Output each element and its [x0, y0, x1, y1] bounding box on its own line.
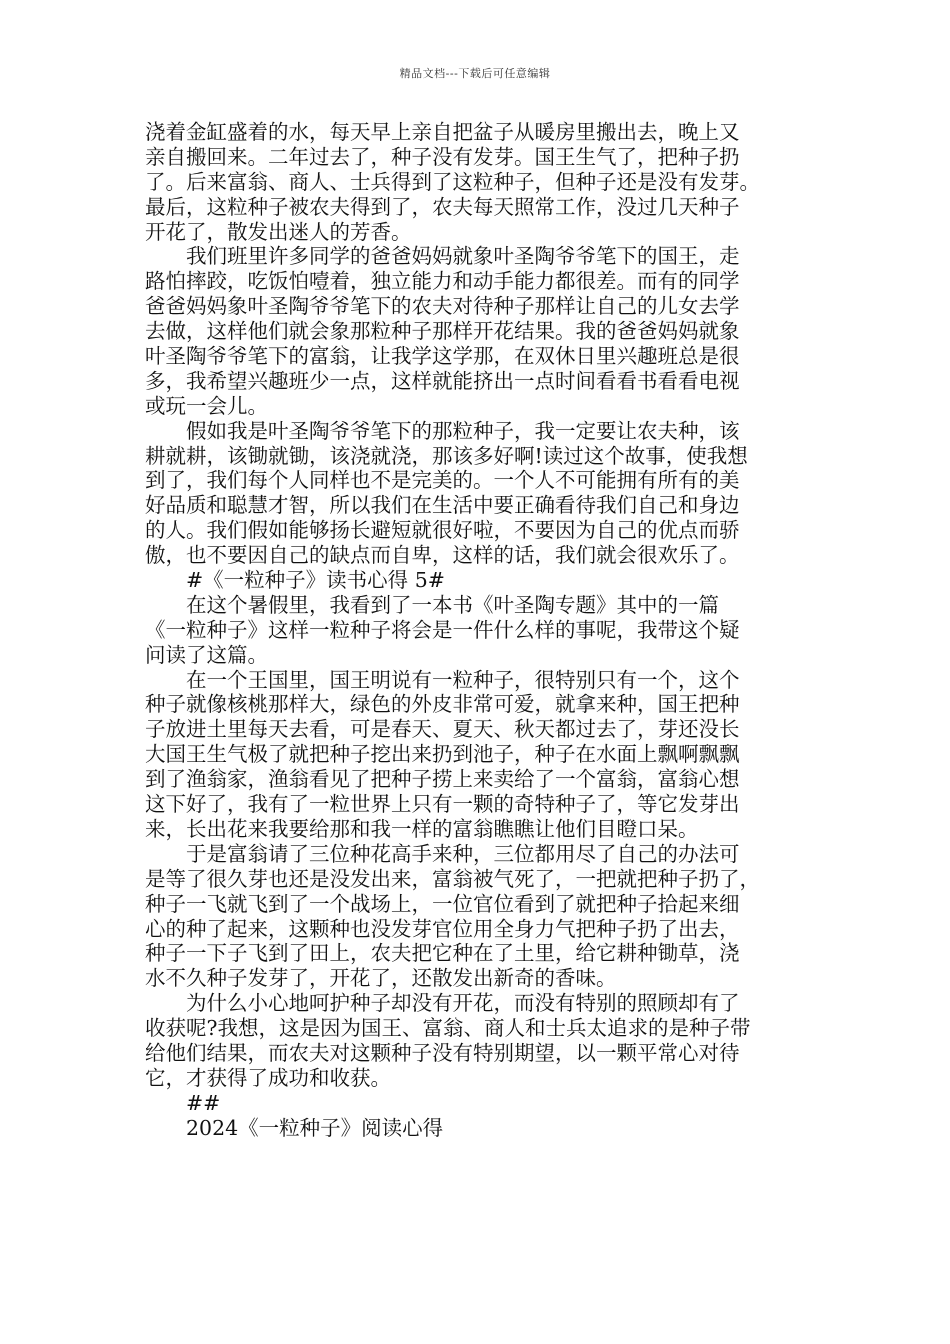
- text-line: 我们班里许多同学的爸爸妈妈就象叶圣陶爷爷笔下的国王，走: [186, 244, 740, 269]
- text-line: 好品质和聪慧才智，所以我们在生活中要正确看待我们自己和身边: [145, 493, 740, 518]
- text-line: 在一个王国里，国王明说有一粒种子，很特别只有一个，这个: [186, 667, 740, 692]
- text-line: 是等了很久芽也还是没发出来，富翁被气死了，一把就把种子扔了，: [145, 866, 760, 891]
- text-line: 在这个暑假里，我看到了一本书《叶圣陶专题》其中的一篇: [186, 592, 719, 617]
- text-line: 耕就耕，该锄就锄，该浇就浇，那该多好啊!读过这个故事，使我想: [145, 443, 748, 468]
- text-line: 最后，这粒种子被农夫得到了，农夫每天照常工作，没过几天种子: [145, 194, 740, 219]
- text-line: 2024《一粒种子》阅读心得: [186, 1115, 444, 1140]
- text-line: 到了渔翁家，渔翁看见了把种子捞上来卖给了一个富翁，富翁心想: [145, 767, 740, 792]
- text-line: 去做，这样他们就会象那粒种子那样开花结果。我的爸爸妈妈就象: [145, 319, 740, 344]
- text-line: 子放进土里每天去看，可是春天、夏天、秋天都过去了，芽还没长: [145, 717, 740, 742]
- text-line: 浇着金缸盛着的水，每天早上亲自把盆子从暖房里搬出去，晚上又: [145, 120, 740, 144]
- text-line: 种子一飞就飞到了一个战场上，一位官位看到了就把种子拾起来细: [145, 891, 740, 916]
- page-header: 精品文档---下载后可任意编辑: [399, 67, 551, 80]
- text-line: 开花了，散发出迷人的芳香。: [145, 219, 412, 244]
- text-line: 这下好了，我有了一粒世界上只有一颗的奇特种子了，等它发芽出: [145, 792, 740, 817]
- text-line: 水不久种子发芽了，开花了，还散发出新奇的香味。: [145, 966, 617, 991]
- text-line: 的人。我们假如能够扬长避短就很好啦，不要因为自己的优点而骄: [145, 518, 740, 543]
- text-line: 问读了这篇。: [145, 642, 268, 667]
- text-line: 收获呢?我想，这是因为国王、富翁、商人和士兵太追求的是种子带: [145, 1016, 751, 1041]
- text-line: 来，长出花来我要给那和我一样的富翁瞧瞧让他们目瞪口呆。: [145, 816, 699, 841]
- text-line: 傲，也不要因自己的缺点而自卑，这样的话，我们就会很欢乐了。: [145, 543, 740, 568]
- text-line: 它，才获得了成功和收获。: [145, 1065, 391, 1090]
- text-line: 种子一下子飞到了田上，农夫把它种在了土里，给它耕种锄草，浇: [145, 941, 740, 966]
- text-line: 给他们结果，而农夫对这颗种子没有特别期望，以一颗平常心对待: [145, 1040, 740, 1065]
- text-line: 多，我希望兴趣班少一点，这样就能挤出一点时间看看书看看电视: [145, 368, 740, 393]
- document-body: [145, 120, 825, 1141]
- text-line: 爸爸妈妈象叶圣陶爷爷笔下的农夫对待种子那样让自己的儿女去学: [145, 294, 740, 319]
- text-line: 了。后来富翁、商人、士兵得到了这粒种子，但种子还是没有发芽。: [145, 169, 760, 194]
- text-line: 亲自搬回来。二年过去了，种子没有发芽。国王生气了，把种子扔: [145, 144, 740, 169]
- text-line: #《一粒种子》读书心得 5#: [186, 568, 445, 593]
- text-line: 种子就像核桃那样大，绿色的外皮非常可爱，就拿来种，国王把种: [145, 692, 740, 717]
- text-line: 于是富翁请了三位种花高手来种，三位都用尽了自己的办法可: [186, 841, 740, 866]
- text-line: 叶圣陶爷爷笔下的富翁，让我学这学那，在双休日里兴趣班总是很: [145, 344, 740, 369]
- text-line: 心的种了起来，这颗种也没发芽官位用全身力气把种子扔了出去，: [145, 916, 740, 941]
- text-line: 假如我是叶圣陶爷爷笔下的那粒种子，我一定要让农夫种，该: [186, 418, 740, 443]
- text-line: 《一粒种子》这样一粒种子将会是一件什么样的事呢，我带这个疑: [145, 617, 740, 642]
- text-line: 路怕摔跤，吃饭怕噎着，独立能力和动手能力都很差。而有的同学: [145, 269, 740, 294]
- text-line: 为什么小心地呵护种子却没有开花，而没有特别的照顾却有了: [186, 991, 740, 1016]
- text-line: 或玩一会儿。: [145, 393, 268, 418]
- text-line: 到了，我们每个人同样也不是完美的。一个人不可能拥有所有的美: [145, 468, 740, 493]
- text-line: ##: [186, 1090, 221, 1115]
- text-line: 大国王生气极了就把种子挖出来扔到池子，种子在水面上飘啊飘飘: [145, 742, 740, 767]
